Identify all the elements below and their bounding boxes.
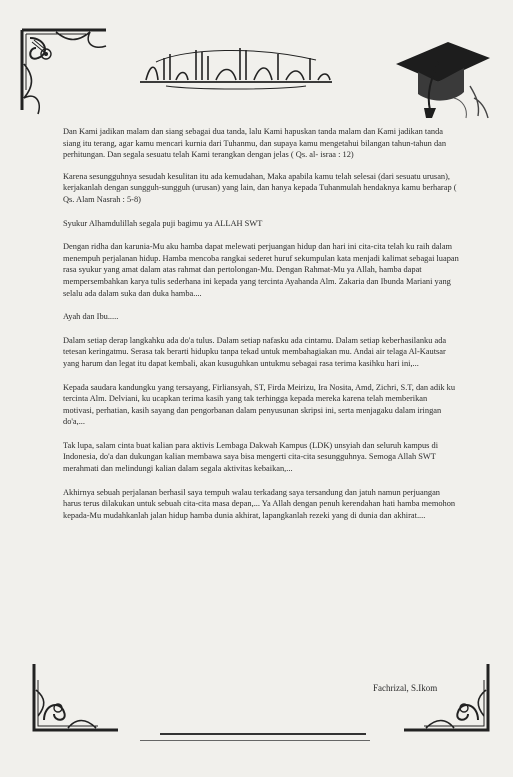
signature-name: Fachrizal, S.Ikom [373, 683, 438, 693]
dedication-paragraph-1: Dengan ridha dan karunia-Mu aku hamba dapat melewati perjuangan hidup dan hari ini cita-cita telah ku raih dalam menempuh perjalanan hidup. Hamba mencoba rangkai sederet huruf sekumpulan kata menjadi kalimat sebagai luapan rasa syukur yang amat dalam atas rahmat dan pertolongan-Mu. Dengan Rahmat-Mu ya Allah, hamba dapat mempersembahkan karya tulis sederhana ini kepada yang tercinta Ayahanda Alm. Zakaria dan Ibunda Mariani yang selalu ada dalam suka dan duka hamba.... [63, 242, 459, 298]
bottom-divider-thin [140, 740, 370, 741]
graduation-cap-icon [392, 38, 492, 120]
dedication-paragraph-5: Akhirnya sebuah perjalanan berhasil saya tempuh walau terkadang saya tersandung dan jatuh namun perjuangan harus terus dilakukan untuk sebuah cita-cita masa depan,... Ya Allah dengan penuh kerendahan hati hamba memohon kepada-Mu mudahkanlah jalan hidup hamba dunia akhirat, lapangkanlah rezeki yang di dunia dan akhirat.... [63, 487, 456, 520]
dedication-paragraph-4: Tak lupa, salam cinta buat kalian para aktivis Lembaga Dakwah Kampus (LDK) unsyiah dan seluruh kampus di Indonesia, do'a dan dukungan kalian membawa saya bisa mengerti cita-cita sesungguhnya. Semoga Allah SWT merahmati dan melindungi kalian dalam segala aktivitas kebaikan,... [63, 440, 439, 474]
parents-address: Ayah dan Ibu..... [63, 312, 119, 322]
gratitude-line: Syukur Alhamdulillah segala puji bagimu ya ALLAH SWT [63, 218, 263, 228]
corner-ornament-top-left-icon [16, 24, 112, 116]
corner-ornament-bottom-left-icon [28, 660, 124, 736]
corner-ornament-bottom-right-icon [398, 660, 494, 736]
dedication-paragraph-2: Dalam setiap derap langkahku ada do'a tulus. Dalam setiap nafasku ada cintamu. Dalam setiap keberhasilanku ada tetesan keringatmu. Serasa tak berarti hidupku tanpa tekad untuk membahagiakan mu. Andai air telaga Al-Kautsar yang harum dan legat itu dapat kembali, akan kusuguhkan untukmu sebagai rasa terima kasihku hari ini,... [63, 335, 447, 368]
dedication-text [63, 126, 459, 533]
basmalah-calligraphy-icon [136, 44, 336, 90]
quote-paragraph-1: Dan Kami jadikan malam dan siang sebagai dua tanda, lalu Kami hapuskan tanda malam dan Kami jadikan tanda siang itu terang, agar kamu mencari kurnia dari Tuhanmu, dan supaya kamu mengetahui bilangan tahun-tahun dan perhitungan. Dan segala sesuatu telah Kami terangkan dengan jelas ( Qs. al- israa : 12) [63, 127, 447, 160]
quote-paragraph-2: Karena sesungguhnya sesudah kesulitan itu ada kemudahan, Maka apabila kamu telah selesai (dari sesuatu urusan), kerjakanlah dengan sungguh-sungguh (urusan) yang lain, dan hanya kepada Tuhanmulah hendaknya kamu berharap ( Qs. Alam Nasrah : 5-8) [63, 171, 457, 204]
bottom-divider [160, 733, 366, 735]
dedication-paragraph-3: Kepada saudara kandungku yang tersayang, Firliansyah, ST, Firda Meirizu, Ira Nosita, Amd, Zichri, S.T, dan adik ku tercinta Alm. Delviani, ku ucapkan terima kasih yang tak terhingga kepada mereka karena telah memberikan motivasi, perhatian, kasih sayang dan pengorbanan dalam penyusunan skripsi ini, serta menjagaku dalam iringan do'a,... [63, 382, 456, 427]
